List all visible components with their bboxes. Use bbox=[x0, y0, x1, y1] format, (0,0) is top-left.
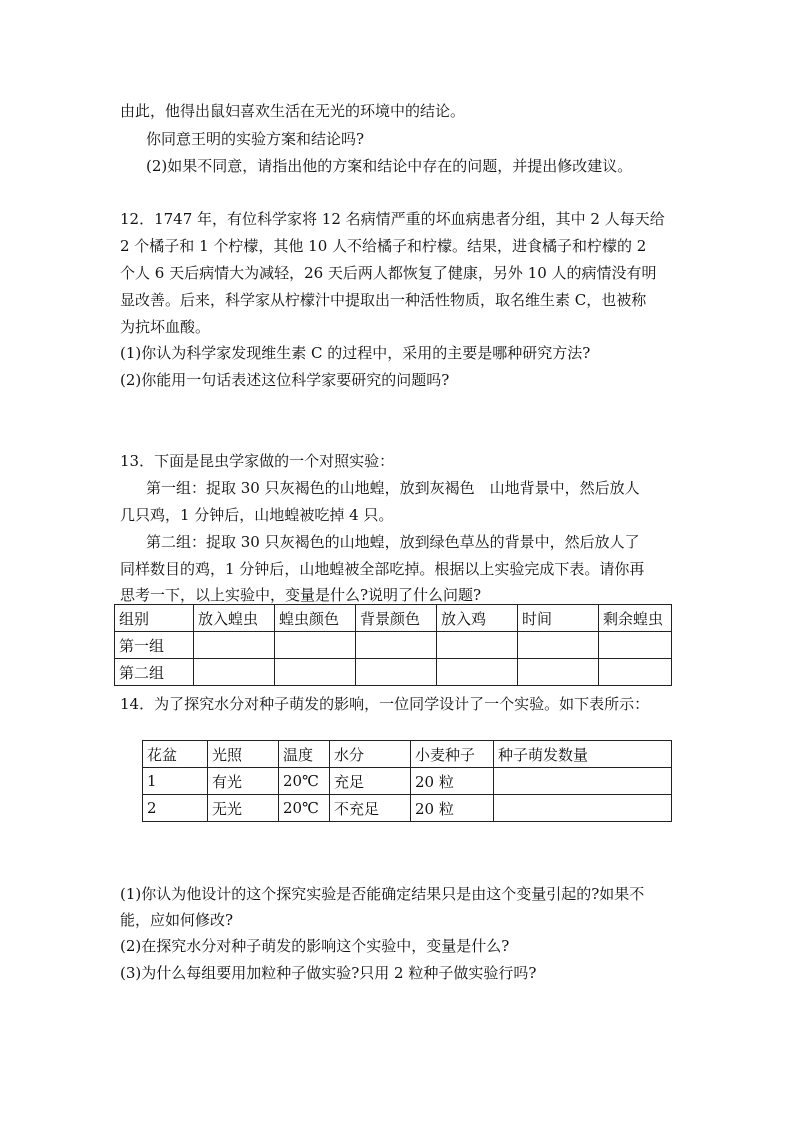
q14-subquestion-1-line-1: (1)你认为他设计的这个探究实验是否能确定结果只是由这个变量引起的?如果不 bbox=[120, 885, 645, 903]
table-cell bbox=[356, 659, 437, 686]
table-header-cell: 背景颜色 bbox=[356, 605, 437, 632]
table-header-cell: 温度 bbox=[279, 741, 330, 768]
table-header-cell: 光照 bbox=[208, 741, 279, 768]
table-cell: 2 bbox=[143, 795, 208, 822]
table-cell bbox=[275, 632, 356, 659]
table-header-row bbox=[115, 605, 672, 632]
table-row bbox=[143, 795, 672, 822]
q12-line-2: 2 个橘子和 1 个柠檬，其他 10 人不给橘子和柠檬。结果，进食橘子和柠檬的 2 bbox=[120, 237, 647, 255]
intro-line-1: 由此，他得出鼠妇喜欢生活在无光的环境中的结论。 bbox=[120, 102, 466, 120]
table-cell: 20℃ bbox=[279, 768, 330, 795]
q12-line-4: 显改善。后来，科学家从柠檬汁中提取出一种活性物质，取名维生素 C，也被称 bbox=[120, 291, 647, 309]
table-row bbox=[115, 659, 672, 686]
table-cell: 1 bbox=[143, 768, 208, 795]
table-cell bbox=[599, 659, 672, 686]
table-header-cell: 花盆 bbox=[143, 741, 208, 768]
table-row bbox=[115, 632, 672, 659]
q13-group1-line-1: 第一组：捉取 30 只灰褐色的山地蝗，放到灰褐色 山地背景中，然后放人 bbox=[146, 479, 640, 497]
table-cell: 第二组 bbox=[115, 659, 194, 686]
q12-subquestion-2: (2)你能用一句话表述这位科学家要研究的问题吗? bbox=[120, 371, 450, 389]
q13-table bbox=[114, 604, 672, 686]
q12-subquestion-1: (1)你认为科学家发现维生素 C 的过程中，采用的主要是哪种研究方法? bbox=[120, 344, 591, 362]
table-header-cell: 放入蝗虫 bbox=[194, 605, 275, 632]
table-cell bbox=[494, 768, 672, 795]
table-cell: 有光 bbox=[208, 768, 279, 795]
table-cell bbox=[194, 659, 275, 686]
table-cell: 第一组 bbox=[115, 632, 194, 659]
q14-table bbox=[142, 740, 672, 822]
table-cell bbox=[437, 659, 518, 686]
table-cell bbox=[275, 659, 356, 686]
table-cell bbox=[518, 659, 599, 686]
q12-line-5: 为抗坏血酸。 bbox=[120, 318, 211, 336]
q13-group2-line-2: 同样数目的鸡，1 分钟后，山地蝗被全部吃掉。根据以上实验完成下表。请你再 bbox=[120, 560, 645, 578]
table-cell bbox=[194, 632, 275, 659]
table-header-cell: 时间 bbox=[518, 605, 599, 632]
table-header-row bbox=[143, 741, 672, 768]
q12-line-3: 个人 6 天后病情大为减轻，26 天后两人都恢复了健康，另外 10 人的病情没有明 bbox=[120, 264, 657, 282]
q13-line-1: 13．下面是昆虫学家做的一个对照实验： bbox=[120, 452, 395, 470]
q14-subquestion-2: (2)在探究水分对种子萌发的影响这个实验中，变量是什么? bbox=[120, 937, 510, 955]
table-cell: 不充足 bbox=[330, 795, 411, 822]
table-header-cell: 蝗虫颜色 bbox=[275, 605, 356, 632]
table-cell bbox=[437, 632, 518, 659]
table-header-cell: 种子萌发数量 bbox=[494, 741, 672, 768]
q12-line-1: 12．1747 年，有位科学家将 12 名病情严重的坏血病患者分组，其中 2 人每天给 bbox=[120, 210, 665, 228]
q14-line-1: 14．为了探究水分对种子萌发的影响，一位同学设计了一个实验。如下表所示： bbox=[120, 695, 650, 713]
intro-subquestion-2: (2)如果不同意，请指出他的方案和结论中存在的问题，并提出修改建议。 bbox=[146, 157, 633, 175]
table-cell: 无光 bbox=[208, 795, 279, 822]
intro-question: 你同意王明的实验方案和结论吗? bbox=[146, 130, 365, 148]
table-header-cell: 小麦种子 bbox=[411, 741, 494, 768]
table-cell bbox=[599, 632, 672, 659]
table-cell bbox=[494, 795, 672, 822]
q14-subquestion-1-line-2: 能，应如何修改? bbox=[120, 911, 234, 929]
q13-group2-line-1: 第二组：捉取 30 只灰褐色的山地蝗，放到绿色草丛的背景中，然后放人了 bbox=[146, 533, 640, 551]
table-cell: 20 粒 bbox=[411, 768, 494, 795]
table-cell: 20 粒 bbox=[411, 795, 494, 822]
table-header-cell: 剩余蝗虫 bbox=[599, 605, 672, 632]
table-row bbox=[143, 768, 672, 795]
q14-subquestion-3: (3)为什么每组要用加粒种子做实验?只用 2 粒种子做实验行吗? bbox=[120, 964, 537, 982]
table-header-cell: 水分 bbox=[330, 741, 411, 768]
table-header-cell: 放入鸡 bbox=[437, 605, 518, 632]
table-cell bbox=[518, 632, 599, 659]
table-cell: 充足 bbox=[330, 768, 411, 795]
q13-group1-line-2: 几只鸡，1 分钟后，山地蝗被吃掉 4 只。 bbox=[120, 506, 394, 524]
table-cell: 20℃ bbox=[279, 795, 330, 822]
table-cell bbox=[356, 632, 437, 659]
q13-group2-line-3: 思考一下，以上实验中，变量是什么?说明了什么问题? bbox=[120, 586, 482, 604]
table-header-cell: 组别 bbox=[115, 605, 194, 632]
